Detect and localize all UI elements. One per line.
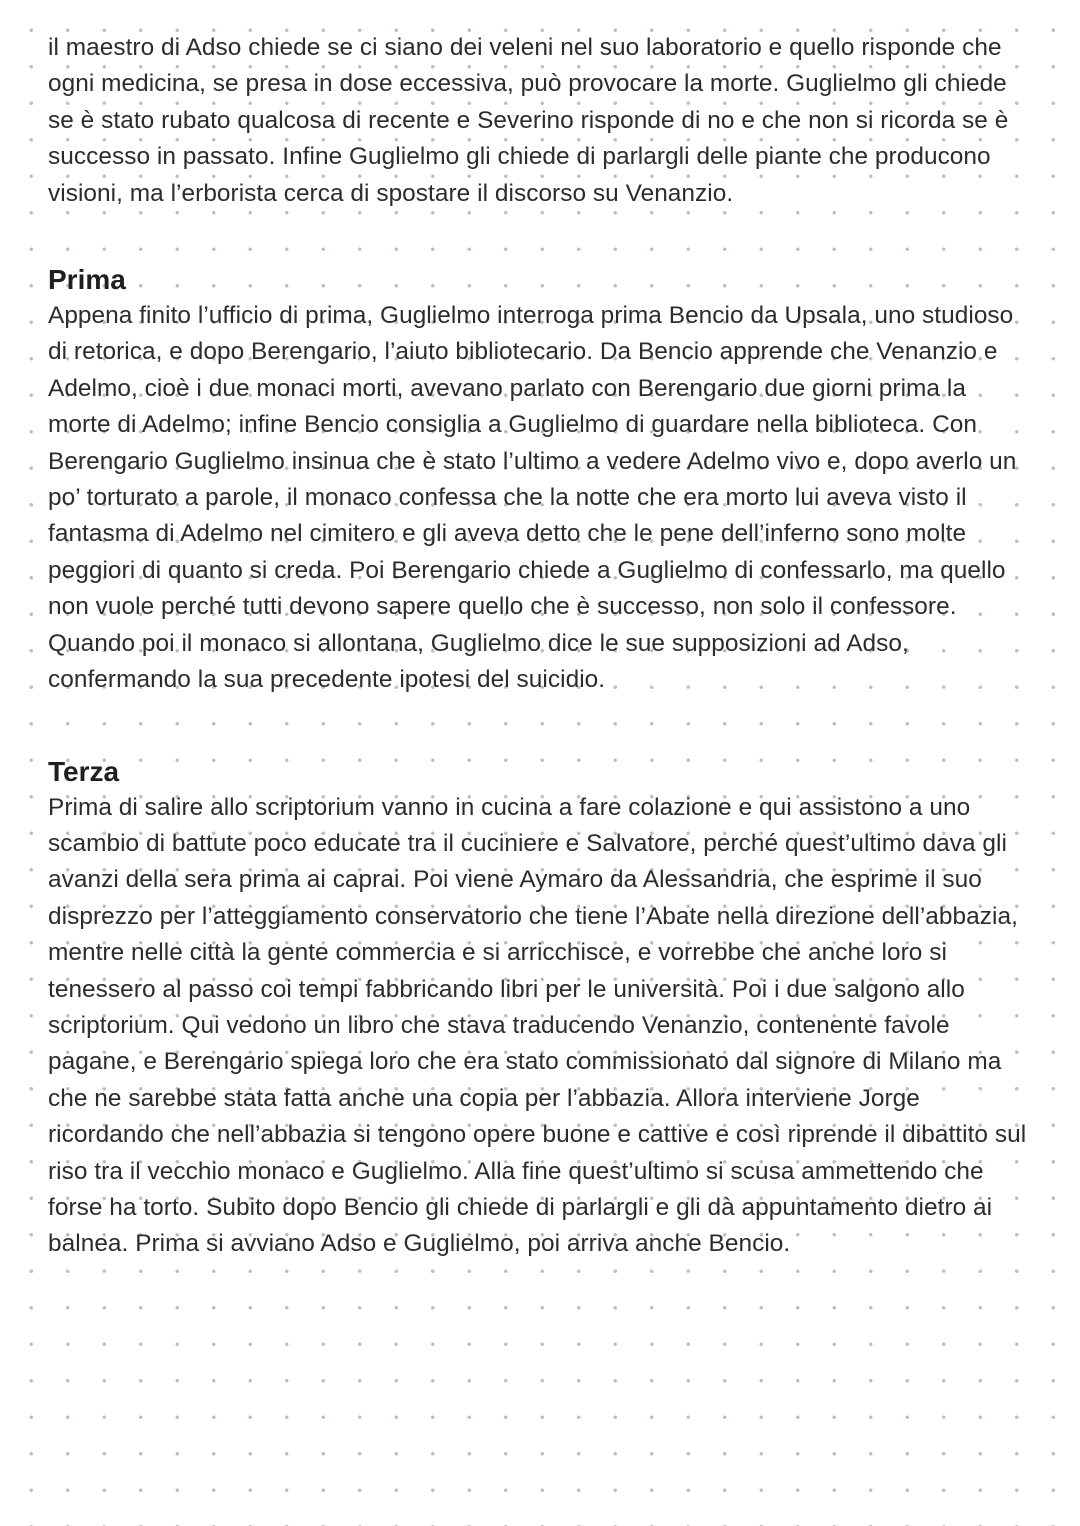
section-paragraph-terza: Prima di salire allo scriptorium vanno in cucina a fare colazione e qui assistono a uno scambio di battute poco educate tra il cuciniere e Salvatore, perché quest’ultimo dava gli avanzi della sera prima ai caprai. Poi viene Aymaro da Alessandria, che esprime il suo disprezzo per l’atteggiamento conservatorio che tiene l’Abate nella direzione dell’abbazia, mentre nelle città la gente commercia e si arricchisce, e vorrebbe che anche loro si tenessero al passo coi tempi fabbricando libri per le università. Poi i due salgono allo scriptorium. Qui vedono un libro che stava traducendo Venanzio, contenente favole pagane, e Berengario spiega loro che era stato commissionato dal signore di Milano ma che ne sarebbe stata fatta anche una copia per l’abbazia. Allora interviene Jorge ricordando che nell’abbazia si tengono opere buone e cattive e così riprende il dibattito sul riso tra il vecchio monaco e Guglielmo. Alla fine quest’ultimo si scusa ammettendo che forse ha torto. Subito dopo Bencio gli chiede di parlargli e gli dà appuntamento dietro ai balnea. Prima si avviano Adso e Guglielmo, poi arriva anche Bencio. <box>48 793 1027 1258</box>
intro-paragraph: il maestro di Adso chiede se ci siano dei veleni nel suo laboratorio e quello risponde che ogni medicina, se presa in dose eccessiva, può provocare la morte. Guglielmo gli chiede se è stato rubato qualcosa di recente e Severino risponde di no e che non si ricorda se è successo in passato. Infine Guglielmo gli chiede di parlargli delle piante che producono visioni, ma l’erborista cerca di spostare il discorso su Venanzio. <box>48 34 1009 207</box>
section-terza <box>48 754 1032 1263</box>
section-heading-prima: Prima <box>48 264 126 296</box>
section-prima <box>48 262 1032 698</box>
section-heading-terza: Terza <box>48 755 120 787</box>
section-paragraph-prima: Appena finito l’ufficio di prima, Guglielmo interroga prima Bencio da Upsala, uno studioso di retorica, e dopo Berengario, l’aiuto bibliotecario. Da Bencio apprende che Venanzio e Adelmo, cioè i due monaci morti, avevano parlato con Berengario due giorni prima la morte di Adelmo; infine Bencio consiglia a Guglielmo di guardare nella biblioteca. Con Berengario Guglielmo insinua che è stato l’ultimo a vedere Adelmo vivo e, dopo averlo un po’ torturato a parole, il monaco confessa che la notte che era morto lui aveva visto il fantasma di Adelmo nel cimitero e gli aveva detto che le pene dell’inferno sono molte peggiori di quanto si creda. Poi Berengario chiede a Guglielmo di confessarlo, ma quello non vuole perché tutti devono sapere quello che è successo, non solo il confessore. Quando poi il monaco si allontana, Guglielmo dice le sue supposizioni ad Adso, confermando la sua precedente ipotesi del suicidio. <box>48 302 1017 694</box>
